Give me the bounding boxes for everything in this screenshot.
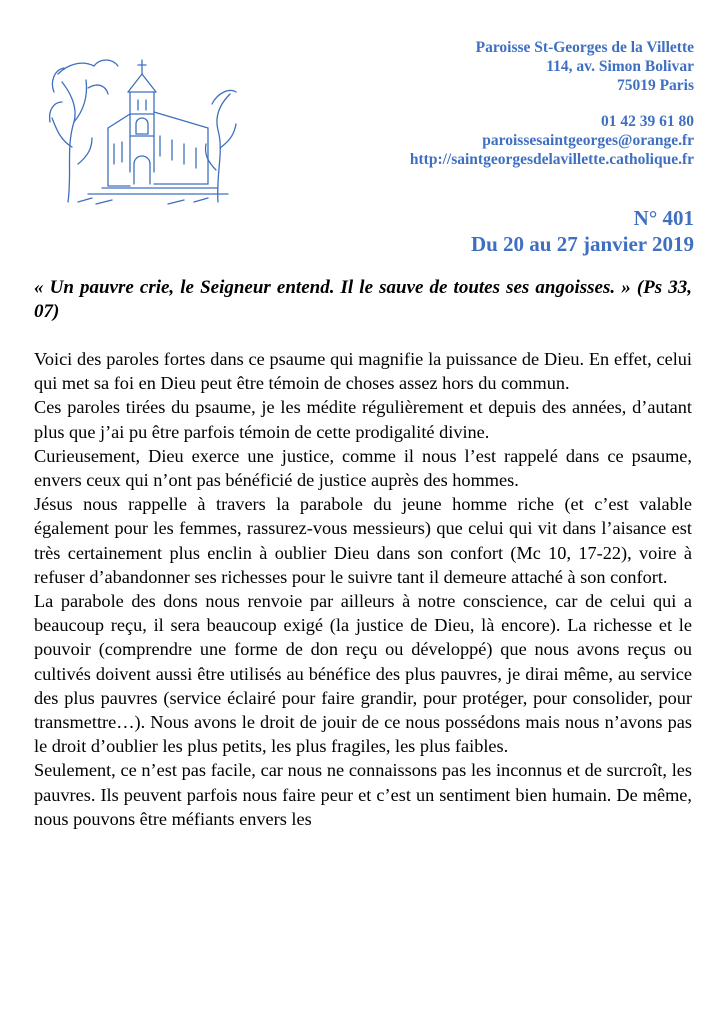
- paragraph: La parabole des dons nous renvoie par ailleurs à notre conscience, car de celui qui a beaucoup reçu, il sera beaucoup exigé (la justice de Dieu, là encore). La richesse et le pouvoir (comprendre une forme de don reçu ou développé) que nous avons reçus ou cultivés doivent aussi être utilisés au bénéfice des plus pauvres, je dirai même, au service des plus pauvres (service éclairé pour faire grandir, pour protéger, pour consolider, pour transmettre…). Nous avons le droit de jouir de ce nous possédons mais nous n’avons pas le droit d’oublier les plus petits, les plus fragiles, les plus faibles.: [34, 591, 692, 757]
- article-body: [34, 347, 692, 831]
- parish-email[interactable]: paroissesaintgeorges@orange.fr: [482, 132, 694, 149]
- paragraph: Ces paroles tirées du psaume, je les médite régulièrement et depuis des années, d’autant plus que j’ai pu être parfois témoin de cette prodigalité divine.: [34, 397, 692, 442]
- church-logo: [48, 52, 238, 210]
- parish-contact-block: [254, 38, 694, 169]
- paragraph: Curieusement, Dieu exerce une justice, comme il nous l’est rappelé dans ce psaume, envers ceux qui n’ont pas bénéficié de justice auprès des hommes.: [34, 445, 692, 491]
- paragraph: Seulement, ce n’est pas facile, car nous ne connaissons pas les inconnus et de surcroît, les pauvres. Ils peuvent parfois nous faire peur et c’est un sentiment bien humain. De même, nous pouvons être méfiants envers les: [34, 760, 692, 829]
- parish-address: 114, av. Simon Bolivar: [546, 58, 694, 75]
- psalm-quote: « Un pauvre crie, le Seigneur entend. Il le sauve de toutes ses angoisses. » (Ps 33, 07): [34, 277, 692, 322]
- parish-city: 75019 Paris: [616, 77, 694, 94]
- paragraph: Voici des paroles fortes dans ce psaume qui magnifie la puissance de Dieu. En effet, celui qui met sa foi en Dieu peut être témoin de choses assez hors du commun.: [34, 349, 692, 394]
- parish-phone: 01 42 39 61 80: [601, 113, 694, 130]
- issue-dates: Du 20 au 27 janvier 2019: [470, 232, 694, 256]
- parish-website[interactable]: http://saintgeorgesdelavillette.catholique.fr: [409, 151, 694, 168]
- paragraph: Jésus nous rappelle à travers la parabole du jeune homme riche (et c’est valable également pour les femmes, rassurez-vous messieurs) que celui qui vit dans l’aisance est très certainement plus enclin à oublier Dieu dans son confort (Mc 10, 17-22), voire à refuser d’abandonner ses richesses pour le suivre tant il demeure attaché à son confort.: [34, 494, 692, 587]
- church-drawing-icon: [48, 52, 238, 210]
- issue-block: [294, 205, 694, 257]
- parish-name: Paroisse St-Georges de la Villette: [475, 39, 694, 56]
- issue-number: N° 401: [633, 206, 694, 230]
